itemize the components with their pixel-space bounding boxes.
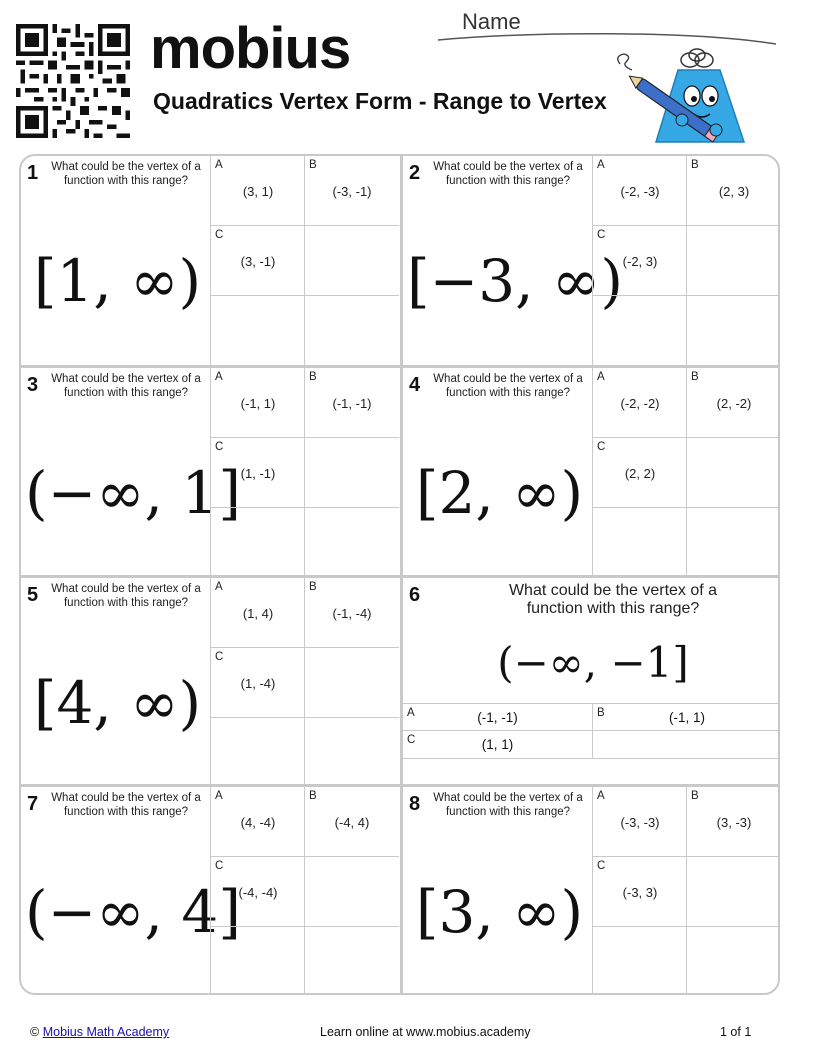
choice-b[interactable]	[304, 578, 399, 648]
choice-b[interactable]	[686, 368, 780, 438]
question-text: What could be the vertex of a function with this range?	[433, 161, 583, 187]
choices	[210, 578, 400, 787]
problem-4	[400, 368, 779, 577]
empty-choices-row	[403, 758, 780, 787]
choices	[210, 368, 400, 577]
choice-value: (3, -1)	[240, 254, 276, 269]
choice-letter: B	[309, 790, 317, 802]
choice-letter: C	[597, 860, 606, 872]
choice-letter: A	[597, 790, 605, 802]
choice-a[interactable]	[210, 578, 305, 648]
range-expression: (−∞, −1]	[497, 638, 689, 687]
qr-code-icon	[16, 24, 130, 138]
choice-letter: C	[597, 229, 606, 241]
empty-choice-cell	[686, 296, 780, 365]
choice-letter: B	[691, 159, 699, 171]
choice-a[interactable]	[210, 368, 305, 438]
choice-c[interactable]	[210, 438, 305, 508]
choice-letter: C	[215, 651, 224, 663]
choices-row	[403, 730, 780, 757]
choice-value: (-1, 1)	[240, 396, 276, 411]
problem-2	[400, 156, 779, 365]
choice-value: (-2, -3)	[620, 184, 660, 199]
problem-1	[21, 156, 400, 365]
choice-letter: A	[407, 707, 415, 719]
empty-choice-cell	[210, 508, 305, 577]
choice-letter: B	[691, 371, 699, 383]
empty-choice-cell	[304, 226, 399, 296]
problem-grid	[19, 154, 780, 995]
mobius-logo	[150, 16, 351, 81]
choice-letter: C	[407, 734, 416, 746]
range-expression: (−∞, 1]	[25, 459, 241, 527]
choice-b[interactable]	[686, 787, 780, 857]
choice-letter: B	[309, 159, 317, 171]
empty-choice-cell	[210, 927, 305, 995]
choices	[210, 787, 400, 995]
empty-choice-cell	[304, 438, 399, 508]
choice-letter: C	[215, 860, 224, 872]
choice-c[interactable]	[210, 226, 305, 296]
choice-c[interactable]	[592, 438, 687, 508]
choice-b[interactable]	[304, 156, 399, 226]
choice-letter: C	[215, 441, 224, 453]
mobius-academy-link[interactable]: Mobius Math Academy	[42, 1025, 170, 1039]
question-text: What could be the vertex of a function with this range?	[433, 792, 583, 818]
choice-a[interactable]	[210, 787, 305, 857]
choice-letter: B	[597, 707, 605, 719]
mascot-icon	[612, 46, 762, 156]
problem-6	[400, 578, 779, 787]
choice-value: (-1, -4)	[332, 606, 372, 621]
choice-value: (-4, -4)	[238, 885, 278, 900]
empty-choice-cell	[592, 731, 780, 758]
worksheet-title: Quadratics Vertex Form - Range to Vertex	[153, 88, 607, 114]
logo-text: mobius	[150, 16, 351, 81]
empty-choice-cell	[592, 927, 687, 995]
choices	[210, 156, 400, 365]
choice-a[interactable]	[403, 704, 592, 731]
empty-choice-cell	[686, 857, 780, 927]
problem-5	[21, 578, 400, 787]
choice-value: (1, -4)	[240, 676, 276, 691]
range-expression: [2, ∞)	[415, 459, 584, 527]
empty-choice-cell	[304, 296, 399, 365]
empty-choice-cell	[686, 927, 780, 995]
problem-row	[21, 365, 778, 574]
problem-3	[21, 368, 400, 577]
problem-number: 6	[409, 584, 421, 606]
problem-row	[21, 156, 778, 365]
choice-value: (-1, -1)	[332, 396, 372, 411]
problem-number: 4	[409, 374, 421, 396]
question-text: What could be the vertex of a function with this range?	[51, 792, 201, 818]
footer-copyright	[30, 1025, 169, 1039]
choice-a[interactable]	[592, 156, 687, 226]
empty-choice-cell	[304, 927, 399, 995]
problem-row	[21, 784, 778, 993]
choice-a[interactable]	[210, 156, 305, 226]
choice-value: (1, 4)	[242, 606, 274, 621]
choice-a[interactable]	[592, 368, 687, 438]
choice-b[interactable]	[686, 156, 780, 226]
empty-choice-cell	[686, 226, 780, 296]
choice-value: (-2, 3)	[622, 254, 658, 269]
choice-value: (4, -4)	[240, 815, 276, 830]
choice-c[interactable]	[210, 857, 305, 927]
choice-value: (2, 3)	[718, 184, 750, 199]
choice-letter: C	[597, 441, 606, 453]
choice-value: (-3, -1)	[332, 184, 372, 199]
choice-value: (1, -1)	[240, 466, 276, 481]
choice-value: (2, 2)	[624, 466, 656, 481]
choice-letter: A	[597, 371, 605, 383]
question-text: What could be the vertex of a function with this range?	[51, 583, 201, 609]
empty-choice-cell	[304, 508, 399, 577]
question-text: What could be the vertex of a function with this range?	[508, 582, 718, 617]
choice-letter: B	[309, 581, 317, 593]
empty-choice-cell	[592, 508, 687, 577]
empty-choice-cell	[686, 508, 780, 577]
problem-8	[400, 787, 779, 995]
problem-number: 8	[409, 793, 421, 815]
choice-value: (-3, 3)	[622, 885, 658, 900]
empty-choice-cell	[304, 718, 399, 787]
choice-a[interactable]	[592, 787, 687, 857]
empty-choice-cell	[304, 648, 399, 718]
problem-number: 1	[27, 162, 39, 184]
choices	[592, 368, 780, 577]
choice-value: (1, 1)	[481, 737, 514, 752]
choice-letter: A	[215, 790, 223, 802]
choice-b[interactable]	[592, 704, 780, 731]
choice-value: (3, 1)	[242, 184, 274, 199]
choice-b[interactable]	[304, 787, 399, 857]
range-expression: (−∞, 4]	[25, 878, 241, 946]
choice-c[interactable]	[592, 857, 687, 927]
empty-choice-cell	[210, 718, 305, 787]
problem-number: 7	[27, 793, 39, 815]
range-expression: [1, ∞)	[33, 247, 202, 315]
choice-c[interactable]	[210, 648, 305, 718]
choice-letter: A	[215, 581, 223, 593]
choice-value: (3, -3)	[716, 815, 752, 830]
choice-b[interactable]	[304, 368, 399, 438]
range-expression: [4, ∞)	[33, 669, 202, 737]
choices	[592, 156, 780, 365]
problem-7	[21, 787, 400, 995]
problem-number: 2	[409, 162, 421, 184]
choice-value: (-4, 4)	[334, 815, 370, 830]
choice-letter: A	[215, 371, 223, 383]
copyright-symbol: ©	[30, 1025, 40, 1039]
choice-c[interactable]	[592, 226, 687, 296]
choice-letter: A	[215, 159, 223, 171]
choice-letter: B	[691, 790, 699, 802]
problem-number: 3	[27, 374, 39, 396]
choice-value: (-1, -1)	[477, 710, 518, 725]
question-text: What could be the vertex of a function with this range?	[51, 161, 201, 187]
page-number: 1 of 1	[720, 1025, 752, 1039]
footer-learn-online: Learn online at www.mobius.academy	[320, 1025, 531, 1039]
problem-row	[21, 575, 778, 784]
problem-number: 5	[27, 584, 39, 606]
choice-value: (2, -2)	[716, 396, 752, 411]
choice-c[interactable]	[403, 731, 592, 758]
range-expression: [−3, ∞)	[407, 247, 623, 315]
question-text: What could be the vertex of a function with this range?	[433, 373, 583, 399]
choices	[592, 787, 780, 995]
choice-value: (-3, -3)	[620, 815, 660, 830]
name-label: Name	[462, 9, 521, 34]
empty-choice-cell	[686, 438, 780, 508]
empty-choice-cell	[592, 296, 687, 365]
choices-row	[403, 703, 780, 730]
choice-letter: C	[215, 229, 224, 241]
range-expression: [3, ∞)	[415, 878, 584, 946]
choice-letter: A	[597, 159, 605, 171]
empty-choice-cell	[304, 857, 399, 927]
choice-value: (-1, 1)	[668, 710, 705, 725]
empty-choice-cell	[210, 296, 305, 365]
question-text: What could be the vertex of a function with this range?	[51, 373, 201, 399]
choice-value: (-2, -2)	[620, 396, 660, 411]
choice-letter: B	[309, 371, 317, 383]
